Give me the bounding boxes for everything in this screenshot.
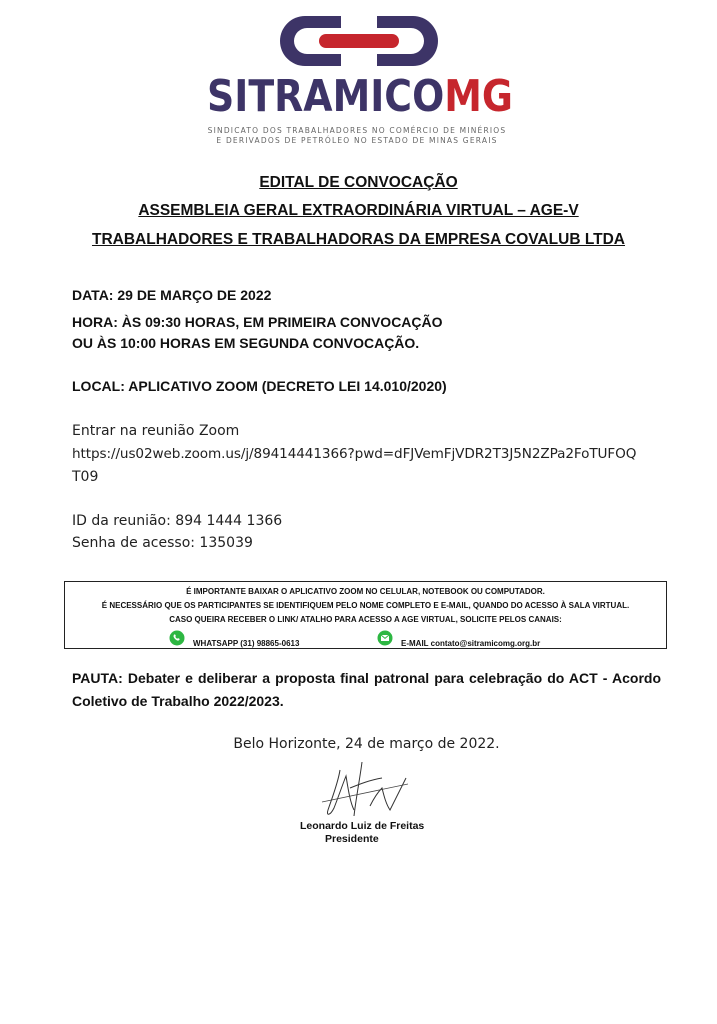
email-icon bbox=[377, 630, 393, 648]
signatory-role: Presidente bbox=[325, 833, 379, 845]
place-and-date: Belo Horizonte, 24 de março de 2022. bbox=[233, 736, 500, 752]
assembly-title: ASSEMBLEIA GERAL EXTRAORDINÁRIA VIRTUAL – AGE-V bbox=[138, 202, 579, 219]
notice-line-3: CASO QUEIRA RECEBER O LINK/ ATALHO PARA ACESSO A AGE VIRTUAL, SOLICITE PELOS CANAIS: bbox=[169, 615, 562, 624]
meeting-time-first: HORA: ÀS 09:30 HORAS, EM PRIMEIRA CONVOCAÇÃO bbox=[72, 314, 443, 330]
notice-box bbox=[64, 581, 667, 649]
notice-line-2: É NECESSÁRIO QUE OS PARTICIPANTES SE IDENTIFIQUEM PELO NOME COMPLETO E E-MAIL, QUANDO DO ACESSO À SALA VIRTUAL. bbox=[101, 601, 630, 610]
union-subtitle-line1: SINDICATO DOS TRABALHADORES NO COMÉRCIO DE MINÉRIOS bbox=[207, 126, 507, 135]
meeting-date: DATA: 29 DE MARÇO DE 2022 bbox=[72, 287, 272, 303]
union-subtitle-line2: E DERIVADOS DE PETRÓLEO NO ESTADO DE MINAS GERAIS bbox=[216, 136, 498, 145]
whatsapp-contact[interactable] bbox=[169, 630, 299, 648]
zoom-link[interactable]: https://us02web.zoom.us/j/89414441366?pwd=dFJVemFjVDR2T3J5N2ZPa2FoTUFOQ bbox=[72, 446, 637, 462]
agenda-paragraph: PAUTA: Debater e deliberar a proposta final patronal para celebração do ACT - Acordo Coletivo de Trabalho 2022/2023. bbox=[72, 670, 661, 709]
union-logo-wordmark: SITRAMICOMG bbox=[207, 71, 513, 122]
union-subtitle bbox=[207, 126, 507, 146]
signatory-name: Leonardo Luiz de Freitas bbox=[300, 820, 425, 832]
zoom-meeting-id: ID da reunião: 894 1444 1366 bbox=[72, 513, 283, 529]
notice-title: EDITAL DE CONVOCAÇÃO bbox=[259, 174, 458, 191]
notice-line-1: É IMPORTANTE BAIXAR O APLICATIVO ZOOM NO CELULAR, NOTEBOOK OU COMPUTADOR. bbox=[186, 587, 545, 596]
handwritten-signature bbox=[310, 758, 420, 828]
zoom-join-label: Entrar na reunião Zoom bbox=[72, 423, 240, 439]
email-address: E-MAIL contato@sitramicomg.org.br bbox=[401, 638, 541, 648]
company-title: TRABALHADORES E TRABALHADORAS DA EMPRESA COVALUB LTDA bbox=[91, 231, 626, 248]
email-contact[interactable] bbox=[377, 630, 540, 648]
meeting-time-second: OU ÀS 10:00 HORAS EM SEGUNDA CONVOCAÇÃO. bbox=[72, 335, 420, 351]
meeting-location: LOCAL: APLICATIVO ZOOM (DECRETO LEI 14.010/2020) bbox=[72, 378, 447, 394]
union-logo-icon bbox=[271, 12, 447, 70]
zoom-passcode: Senha de acesso: 135039 bbox=[72, 535, 253, 551]
whatsapp-number: WHATSAPP (31) 98865-0613 bbox=[193, 638, 300, 648]
whatsapp-icon bbox=[169, 630, 185, 648]
zoom-link-continuation[interactable]: T09 bbox=[72, 469, 99, 485]
